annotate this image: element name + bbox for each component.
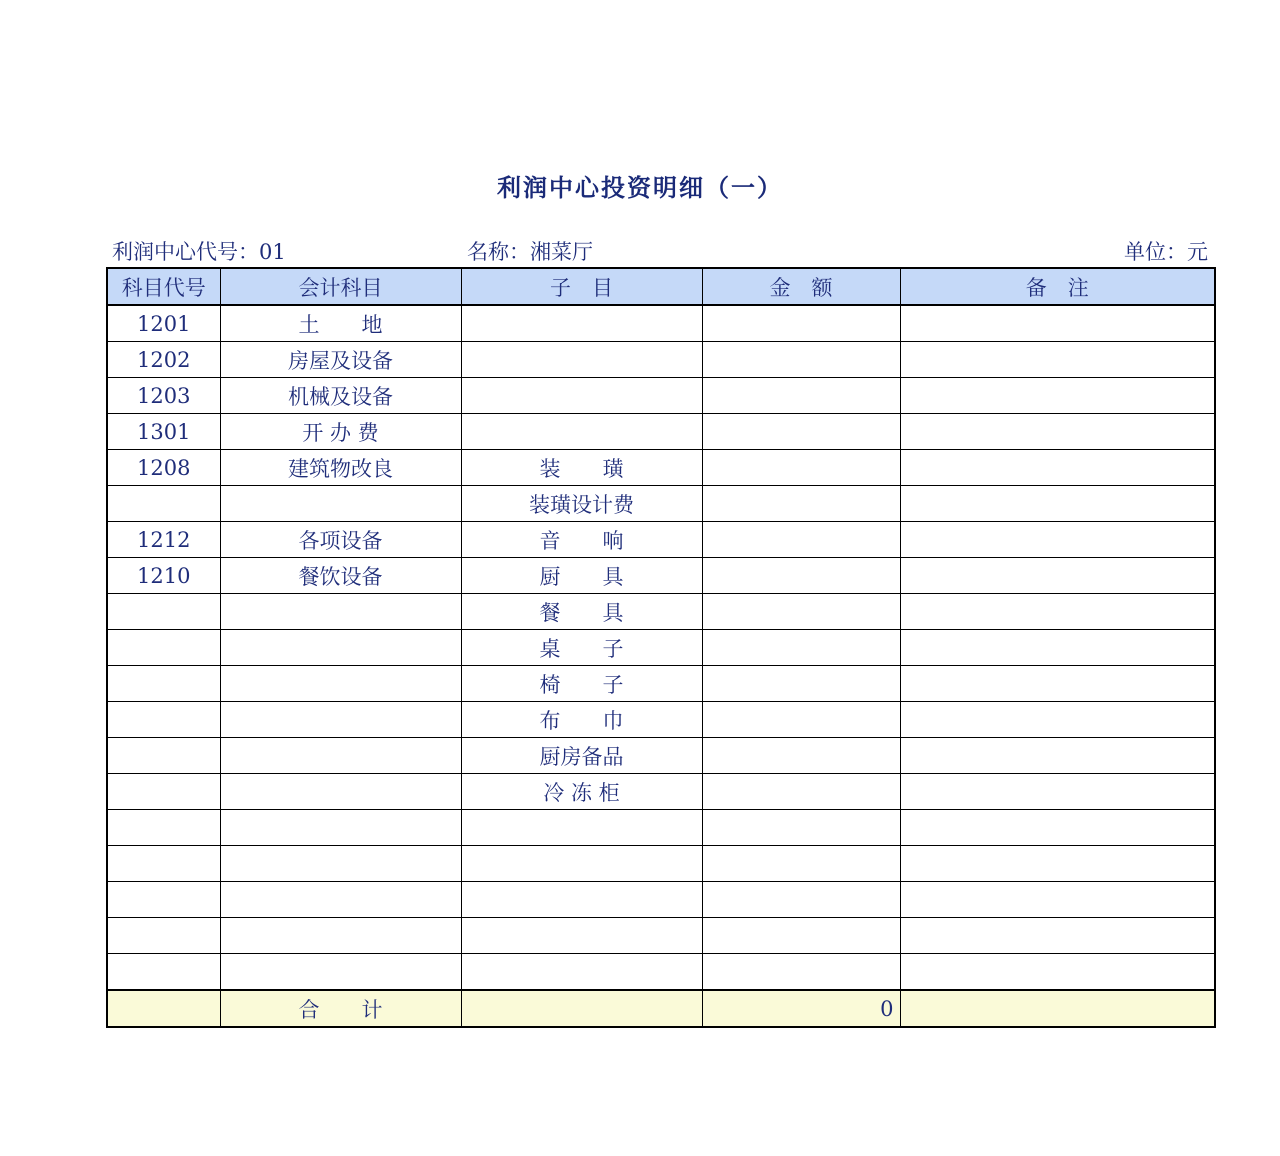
amount-cell[interactable] (702, 522, 900, 558)
amount-cell[interactable] (702, 486, 900, 522)
amount-cell[interactable] (702, 558, 900, 594)
note-cell[interactable] (900, 450, 1215, 486)
total-amount: 0 (702, 990, 900, 1027)
account-cell[interactable] (220, 702, 461, 738)
amount-cell[interactable] (702, 774, 900, 810)
sub-item-cell[interactable]: 厨房备品 (461, 738, 702, 774)
table-row (107, 378, 1215, 414)
sub-item-cell[interactable] (461, 810, 702, 846)
account-cell[interactable] (220, 486, 461, 522)
code-cell[interactable] (107, 954, 220, 991)
code-cell[interactable]: 1203 (107, 378, 220, 414)
total-label: 合 计 (220, 990, 461, 1027)
amount-cell[interactable] (702, 450, 900, 486)
note-cell[interactable] (900, 738, 1215, 774)
table-row (107, 954, 1215, 991)
note-cell[interactable] (900, 774, 1215, 810)
table-row (107, 342, 1215, 378)
amount-cell[interactable] (702, 630, 900, 666)
table-row (107, 558, 1215, 594)
amount-cell[interactable] (702, 305, 900, 342)
sub-item-cell[interactable] (461, 342, 702, 378)
amount-cell[interactable] (702, 702, 900, 738)
table-row (107, 594, 1215, 630)
amount-cell[interactable] (702, 594, 900, 630)
sub-item-cell[interactable] (461, 378, 702, 414)
amount-cell[interactable] (702, 810, 900, 846)
account-cell[interactable]: 各项设备 (220, 522, 461, 558)
table-row (107, 810, 1215, 846)
code-cell[interactable] (107, 486, 220, 522)
note-cell[interactable] (900, 882, 1215, 918)
sub-item-cell[interactable] (461, 954, 702, 991)
code-cell[interactable]: 1301 (107, 414, 220, 450)
amount-cell[interactable] (702, 954, 900, 991)
code-cell[interactable] (107, 918, 220, 954)
sheet-title: 利润中心投资明细（一） (497, 174, 783, 202)
note-cell[interactable] (900, 954, 1215, 991)
account-cell[interactable] (220, 954, 461, 991)
account-cell[interactable] (220, 630, 461, 666)
account-cell[interactable]: 机械及设备 (220, 378, 461, 414)
table-row (107, 305, 1215, 342)
code-cell[interactable] (107, 594, 220, 630)
center-code-label: 利润中心代号：01 (112, 240, 286, 264)
sub-item-cell[interactable]: 音 响 (461, 522, 702, 558)
account-cell[interactable]: 餐饮设备 (220, 558, 461, 594)
note-cell[interactable] (900, 594, 1215, 630)
account-cell[interactable] (220, 774, 461, 810)
center-name-label: 名称：湘菜厅 (467, 240, 593, 264)
note-cell[interactable] (900, 486, 1215, 522)
note-cell[interactable] (900, 918, 1215, 954)
sub-item-cell[interactable]: 布 巾 (461, 702, 702, 738)
amount-cell[interactable] (702, 882, 900, 918)
code-cell[interactable] (107, 846, 220, 882)
column-header-account: 会计科目 (220, 268, 461, 305)
column-header-code: 科目代号 (107, 268, 220, 305)
column-header-sub: 子 目 (461, 268, 702, 305)
account-cell[interactable] (220, 918, 461, 954)
amount-cell[interactable] (702, 378, 900, 414)
table-row (107, 882, 1215, 918)
amount-cell[interactable] (702, 414, 900, 450)
account-cell[interactable] (220, 594, 461, 630)
table-row (107, 738, 1215, 774)
sub-item-cell[interactable]: 桌 子 (461, 630, 702, 666)
table-row (107, 450, 1215, 486)
header-row (107, 268, 1215, 305)
account-cell[interactable]: 开 办 费 (220, 414, 461, 450)
sub-item-cell[interactable]: 装 璜 (461, 450, 702, 486)
total-sub-cell[interactable] (461, 990, 702, 1027)
note-cell[interactable] (900, 342, 1215, 378)
code-cell[interactable]: 1202 (107, 342, 220, 378)
code-cell[interactable] (107, 666, 220, 702)
sub-item-cell[interactable] (461, 305, 702, 342)
sub-item-cell[interactable] (461, 846, 702, 882)
account-cell[interactable] (220, 846, 461, 882)
sub-item-cell[interactable] (461, 918, 702, 954)
account-cell[interactable] (220, 810, 461, 846)
amount-cell[interactable] (702, 342, 900, 378)
total-code-cell[interactable] (107, 990, 220, 1027)
investment-table (106, 267, 1216, 1028)
code-cell[interactable] (107, 882, 220, 918)
note-cell[interactable] (900, 305, 1215, 342)
total-row (107, 990, 1215, 1027)
account-cell[interactable] (220, 666, 461, 702)
table-row (107, 774, 1215, 810)
note-cell[interactable] (900, 630, 1215, 666)
sub-item-cell[interactable]: 椅 子 (461, 666, 702, 702)
sub-item-cell[interactable]: 冷 冻 柜 (461, 774, 702, 810)
sub-item-cell[interactable] (461, 882, 702, 918)
table-row (107, 702, 1215, 738)
amount-cell[interactable] (702, 918, 900, 954)
note-cell[interactable] (900, 846, 1215, 882)
code-cell[interactable] (107, 774, 220, 810)
note-cell[interactable] (900, 558, 1215, 594)
amount-cell[interactable] (702, 738, 900, 774)
account-cell[interactable] (220, 738, 461, 774)
note-cell[interactable] (900, 378, 1215, 414)
account-cell[interactable]: 土 地 (220, 305, 461, 342)
code-cell[interactable] (107, 738, 220, 774)
sub-item-cell[interactable]: 厨 具 (461, 558, 702, 594)
table-row (107, 630, 1215, 666)
note-cell[interactable] (900, 810, 1215, 846)
code-cell[interactable] (107, 702, 220, 738)
table-row (107, 414, 1215, 450)
table-row (107, 522, 1215, 558)
account-cell[interactable]: 建筑物改良 (220, 450, 461, 486)
column-header-amount: 金 额 (702, 268, 900, 305)
code-cell[interactable]: 1201 (107, 305, 220, 342)
note-cell[interactable] (900, 522, 1215, 558)
amount-cell[interactable] (702, 846, 900, 882)
amount-cell[interactable] (702, 666, 900, 702)
note-cell[interactable] (900, 414, 1215, 450)
code-cell[interactable]: 1208 (107, 450, 220, 486)
code-cell[interactable] (107, 630, 220, 666)
total-note-cell[interactable] (900, 990, 1215, 1027)
table-row (107, 846, 1215, 882)
code-cell[interactable]: 1210 (107, 558, 220, 594)
code-cell[interactable]: 1212 (107, 522, 220, 558)
sub-item-cell[interactable]: 装璜设计费 (461, 486, 702, 522)
sub-item-cell[interactable]: 餐 具 (461, 594, 702, 630)
account-cell[interactable] (220, 882, 461, 918)
note-cell[interactable] (900, 666, 1215, 702)
column-header-note: 备 注 (900, 268, 1215, 305)
account-cell[interactable]: 房屋及设备 (220, 342, 461, 378)
sub-item-cell[interactable] (461, 414, 702, 450)
code-cell[interactable] (107, 810, 220, 846)
note-cell[interactable] (900, 702, 1215, 738)
table-row (107, 486, 1215, 522)
table-row (107, 918, 1215, 954)
unit-label: 单位：元 (1124, 240, 1208, 264)
table-row (107, 666, 1215, 702)
